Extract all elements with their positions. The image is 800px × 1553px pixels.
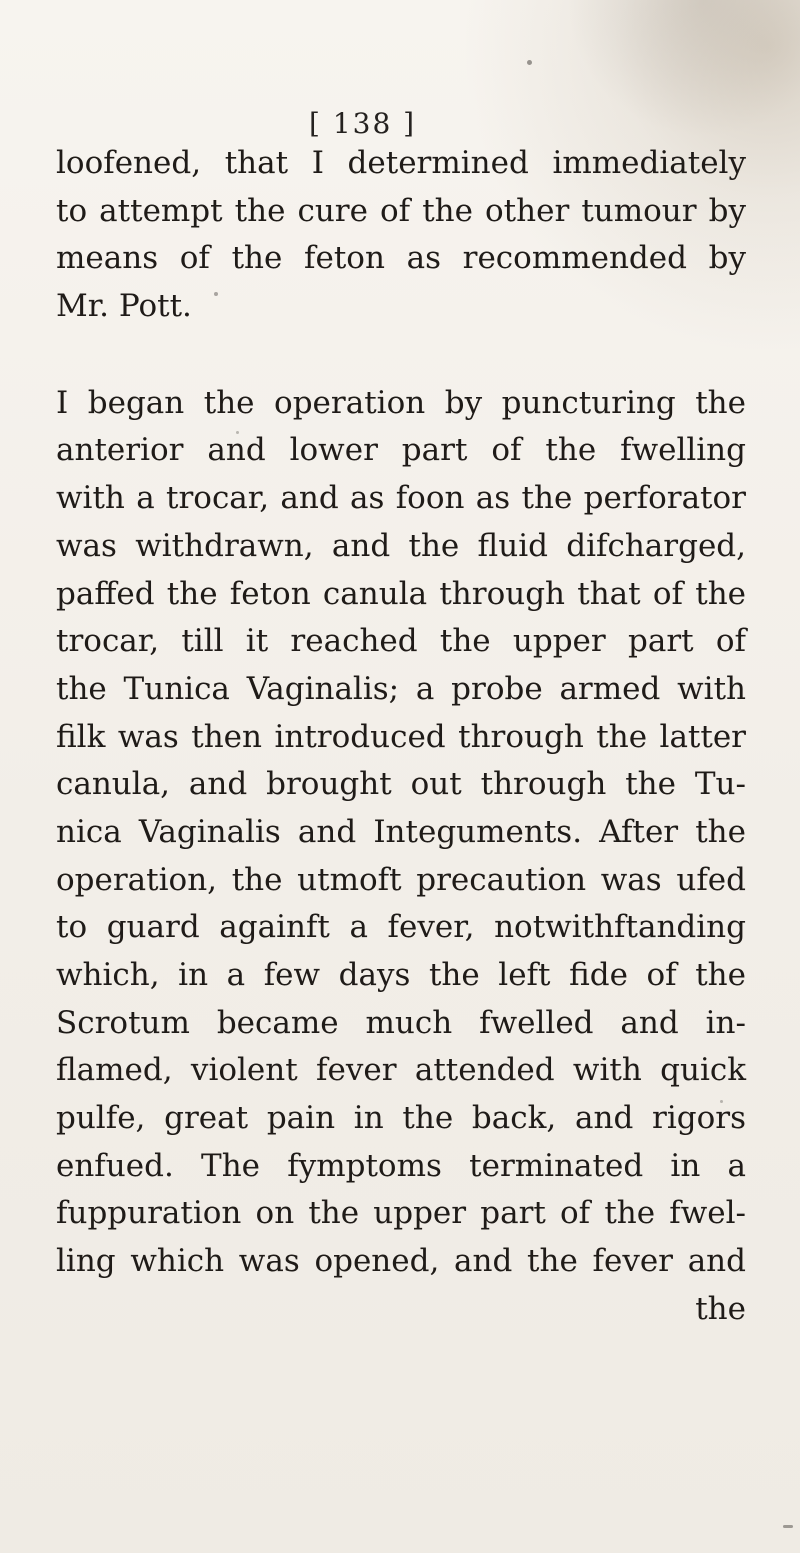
body-text bbox=[56, 140, 746, 1334]
text-line: to attempt the cure of the other tumour by bbox=[56, 192, 746, 229]
text-line: anterior and lower part of the fwelling bbox=[56, 432, 746, 469]
text-line: canula, and brought out through the Tu- bbox=[56, 766, 746, 803]
text-line: means of the feton as recommended by bbox=[56, 240, 746, 277]
text-line: pulfe, great pain in the back, and rigors bbox=[56, 1100, 746, 1137]
text-line: which, in a few days the left fide of the bbox=[56, 957, 746, 993]
text-line: with a trocar, and as foon as the perforator bbox=[56, 480, 746, 517]
text-line: filk was then introduced through the latter bbox=[56, 718, 746, 755]
text-line: Scrotum became much fwelled and in- bbox=[56, 1004, 746, 1041]
text-line: ling which was opened, and the fever and bbox=[56, 1243, 746, 1280]
text-line: paffed the feton canula through that of the bbox=[56, 575, 746, 612]
text-line: fuppuration on the upper part of the fwel- bbox=[56, 1195, 746, 1232]
text-line: enfued. The fymptoms terminated in a bbox=[56, 1147, 746, 1184]
paragraph-gap bbox=[56, 331, 746, 380]
text-line: trocar, till it reached the upper part of bbox=[56, 623, 746, 660]
page-number-header: [ 138 ] bbox=[309, 107, 417, 140]
text-line: nica Vaginalis and Integuments. After the bbox=[56, 813, 746, 850]
text-line: the Tunica Vaginalis; a probe armed with bbox=[56, 670, 746, 707]
catchword: the bbox=[695, 1290, 746, 1327]
text-line: to guard againft a fever, notwithftanding bbox=[56, 909, 746, 946]
paper-speck bbox=[783, 1525, 793, 1528]
text-line: was withdrawn, and the fluid difcharged, bbox=[56, 527, 746, 564]
text-line: flamed, violent fever attended with quick bbox=[56, 1052, 746, 1089]
text-line: Mr. Pott. bbox=[56, 288, 192, 325]
text-line: loofened, that I determined immediately bbox=[56, 145, 746, 181]
paper-speck bbox=[527, 60, 532, 65]
text-line: operation, the utmoft precaution was ufed bbox=[56, 861, 746, 898]
text-line: I began the operation by puncturing the bbox=[56, 384, 746, 421]
